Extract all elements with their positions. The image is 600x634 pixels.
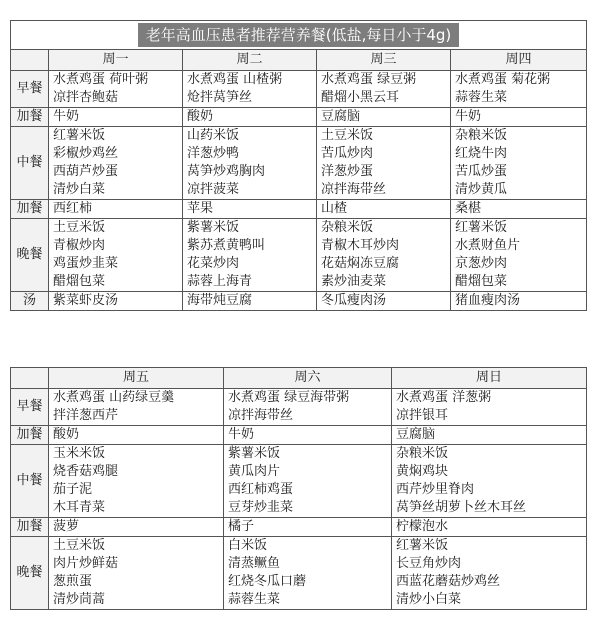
dish-item: 醋熘包菜	[53, 274, 106, 289]
dish-item: 水煮鸡蛋 绿豆粥	[321, 72, 417, 87]
day-header-row	[11, 368, 587, 389]
dish-item: 水煮鸡蛋 山楂粥	[187, 72, 283, 87]
dish-cell	[224, 426, 392, 445]
day-header: 周三	[317, 50, 451, 71]
dish-item: 醋熘小黑云耳	[321, 90, 400, 105]
dish-item: 水煮鸡蛋 洋葱粥	[396, 390, 492, 405]
dish-cell	[392, 445, 587, 518]
dish-cell	[451, 219, 587, 292]
dish-item: 凉拌银耳	[396, 408, 449, 423]
dish-item: 葱煎蛋	[53, 574, 93, 589]
dish-item: 清蒸鳜鱼	[228, 556, 281, 571]
dish-cell	[183, 108, 317, 127]
dish-item: 红薯米饭	[396, 538, 449, 553]
dish-item: 西芹炒里脊肉	[396, 482, 475, 497]
dish-item: 炝拌莴笋丝	[187, 90, 253, 105]
dish-item: 花菇焖冻豆腐	[321, 256, 400, 271]
meal-label: 加餐	[11, 518, 49, 537]
dish-cell	[49, 518, 224, 537]
dish-item: 红烧冬瓜口蘑	[228, 574, 307, 589]
day-header: 周五	[49, 368, 224, 389]
dish-item: 海带炖豆腐	[187, 293, 253, 308]
corner-cell	[11, 368, 49, 389]
dish-cell	[183, 219, 317, 292]
dish-item: 紫菜虾皮汤	[53, 293, 119, 308]
dish-cell	[451, 292, 587, 311]
dish-item: 酸奶	[53, 427, 80, 442]
meal-label: 中餐	[11, 445, 49, 518]
dish-item: 苦瓜炒肉	[321, 146, 374, 161]
dish-item: 洋葱炒蛋	[321, 164, 374, 179]
dish-item: 柠檬泡水	[396, 519, 449, 534]
dish-item: 素炒油麦菜	[321, 274, 387, 289]
meal-row	[11, 200, 587, 219]
dish-item: 土豆米饭	[53, 538, 106, 553]
dish-item: 莴笋丝胡萝卜丝木耳丝	[396, 500, 527, 515]
dish-item: 苦瓜炒蛋	[455, 164, 508, 179]
dish-item: 菠萝	[53, 519, 80, 534]
dish-item: 猪血瘦肉汤	[455, 293, 521, 308]
meal-label: 早餐	[11, 71, 49, 108]
dish-item: 杂粮米饭	[321, 220, 374, 235]
dish-item: 苹果	[187, 201, 214, 216]
meal-row	[11, 71, 587, 108]
dish-item: 西红柿	[53, 201, 93, 216]
dish-item: 西红柿鸡蛋	[228, 482, 294, 497]
dish-cell	[49, 219, 183, 292]
dish-item: 肉片炒鲜菇	[53, 556, 119, 571]
dish-cell	[451, 127, 587, 200]
dish-item: 水煮财鱼片	[455, 238, 521, 253]
title-cell	[11, 21, 587, 50]
dish-item: 水煮鸡蛋 荷叶粥	[53, 72, 149, 87]
meal-label: 中餐	[11, 127, 49, 200]
meal-label: 汤	[11, 292, 49, 311]
meal-label: 加餐	[11, 200, 49, 219]
dish-cell	[224, 518, 392, 537]
dish-item: 木耳青菜	[53, 500, 106, 515]
dish-item: 鸡蛋炒韭菜	[53, 256, 119, 271]
dish-cell	[49, 200, 183, 219]
dish-item: 清炒白菜	[53, 182, 106, 197]
dish-item: 水煮鸡蛋 山药绿豆羹	[53, 390, 175, 405]
dish-cell	[49, 389, 224, 426]
dish-item: 清炒茼蒿	[53, 592, 106, 607]
dish-item: 白米饭	[228, 538, 268, 553]
dish-item: 蒜蓉生菜	[228, 592, 281, 607]
dish-cell	[183, 200, 317, 219]
meal-row	[11, 108, 587, 127]
day-header-row	[11, 50, 587, 71]
corner-cell	[11, 50, 49, 71]
dish-cell	[317, 292, 451, 311]
dish-item: 彩椒炒鸡丝	[53, 146, 119, 161]
day-header: 周六	[224, 368, 392, 389]
dish-cell	[392, 426, 587, 445]
day-header: 周二	[183, 50, 317, 71]
dish-cell	[183, 292, 317, 311]
dish-cell	[49, 537, 224, 610]
meal-row	[11, 219, 587, 292]
dish-item: 莴笋炒鸡胸肉	[187, 164, 266, 179]
day-header: 周一	[49, 50, 183, 71]
dish-item: 蒜蓉生菜	[455, 90, 508, 105]
dish-item: 清炒小白菜	[396, 592, 462, 607]
dish-cell	[317, 200, 451, 219]
meal-label: 早餐	[11, 389, 49, 426]
dish-item: 黄焖鸡块	[396, 464, 449, 479]
day-header: 周四	[451, 50, 587, 71]
meal-label: 加餐	[11, 108, 49, 127]
dish-item: 花菜炒肉	[187, 256, 240, 271]
meal-row	[11, 537, 587, 610]
dish-item: 杂粮米饭	[396, 446, 449, 461]
dish-cell	[224, 389, 392, 426]
meal-row	[11, 445, 587, 518]
dish-item: 紫薯米饭	[187, 220, 240, 235]
dish-cell	[317, 127, 451, 200]
dish-item: 青椒木耳炒肉	[321, 238, 400, 253]
dish-cell	[451, 200, 587, 219]
dish-item: 青椒炒肉	[53, 238, 106, 253]
dish-cell	[49, 127, 183, 200]
dish-item: 凉拌杏鲍菇	[53, 90, 119, 105]
dish-item: 土豆米饭	[53, 220, 106, 235]
dish-item: 牛奶	[455, 109, 482, 124]
dish-item: 烧香菇鸡腿	[53, 464, 119, 479]
dish-item: 豆芽炒韭菜	[228, 500, 294, 515]
dish-cell	[183, 71, 317, 108]
dish-item: 牛奶	[53, 109, 80, 124]
dish-item: 紫薯米饭	[228, 446, 281, 461]
dish-item: 杂粮米饭	[455, 128, 508, 143]
dish-item: 清炒黄瓜	[455, 182, 508, 197]
meal-row	[11, 292, 587, 311]
dish-item: 山楂	[321, 201, 348, 216]
menu-table-week-part1	[10, 20, 587, 311]
meal-label: 晚餐	[11, 537, 49, 610]
dish-cell	[392, 389, 587, 426]
dish-item: 长豆角炒肉	[396, 556, 462, 571]
dish-item: 土豆米饭	[321, 128, 374, 143]
dish-item: 拌洋葱西芹	[53, 408, 119, 423]
dish-item: 玉米米饭	[53, 446, 106, 461]
dish-cell	[317, 108, 451, 127]
dish-item: 红烧牛肉	[455, 146, 508, 161]
dish-cell	[49, 426, 224, 445]
dish-item: 红薯米饭	[455, 220, 508, 235]
dish-item: 京葱炒肉	[455, 256, 508, 271]
dish-cell	[392, 537, 587, 610]
dish-cell	[49, 445, 224, 518]
dish-cell	[49, 71, 183, 108]
dish-item: 凉拌海带丝	[321, 182, 387, 197]
menu-table-week-part2	[10, 367, 587, 610]
dish-item: 黄瓜肉片	[228, 464, 281, 479]
dish-cell	[451, 108, 587, 127]
dish-item: 西葫芦炒蛋	[53, 164, 119, 179]
dish-item: 橘子	[228, 519, 255, 534]
dish-item: 豆腐脑	[396, 427, 436, 442]
meal-label: 加餐	[11, 426, 49, 445]
dish-item: 冬瓜瘦肉汤	[321, 293, 387, 308]
dish-item: 洋葱炒鸭	[187, 146, 240, 161]
meal-label: 晚餐	[11, 219, 49, 292]
dish-cell	[224, 537, 392, 610]
dish-cell	[392, 518, 587, 537]
day-header: 周日	[392, 368, 587, 389]
dish-item: 蒜蓉上海青	[187, 274, 253, 289]
dish-cell	[317, 219, 451, 292]
dish-item: 山药米饭	[187, 128, 240, 143]
dish-item: 醋熘包菜	[455, 274, 508, 289]
meal-row	[11, 389, 587, 426]
meal-row	[11, 127, 587, 200]
dish-item: 桑椹	[455, 201, 482, 216]
meal-row	[11, 518, 587, 537]
dish-item: 酸奶	[187, 109, 214, 124]
dish-item: 紫苏煮黄鸭叫	[187, 238, 266, 253]
dish-item: 凉拌菠菜	[187, 182, 240, 197]
page-title: 老年高血压患者推荐营养餐(低盐,每日小于4g)	[138, 23, 460, 47]
dish-item: 红薯米饭	[53, 128, 106, 143]
dish-item: 西蓝花蘑菇炒鸡丝	[396, 574, 501, 589]
dish-cell	[49, 108, 183, 127]
dish-item: 牛奶	[228, 427, 255, 442]
dish-item: 水煮鸡蛋 绿豆海带粥	[228, 390, 350, 405]
dish-cell	[49, 292, 183, 311]
dish-item: 凉拌海带丝	[228, 408, 294, 423]
dish-item: 水煮鸡蛋 菊花粥	[455, 72, 551, 87]
dish-cell	[224, 445, 392, 518]
dish-cell	[183, 127, 317, 200]
meal-row	[11, 426, 587, 445]
dish-cell	[317, 71, 451, 108]
dish-cell	[451, 71, 587, 108]
dish-item: 茄子泥	[53, 482, 93, 497]
dish-item: 豆腐脑	[321, 109, 361, 124]
